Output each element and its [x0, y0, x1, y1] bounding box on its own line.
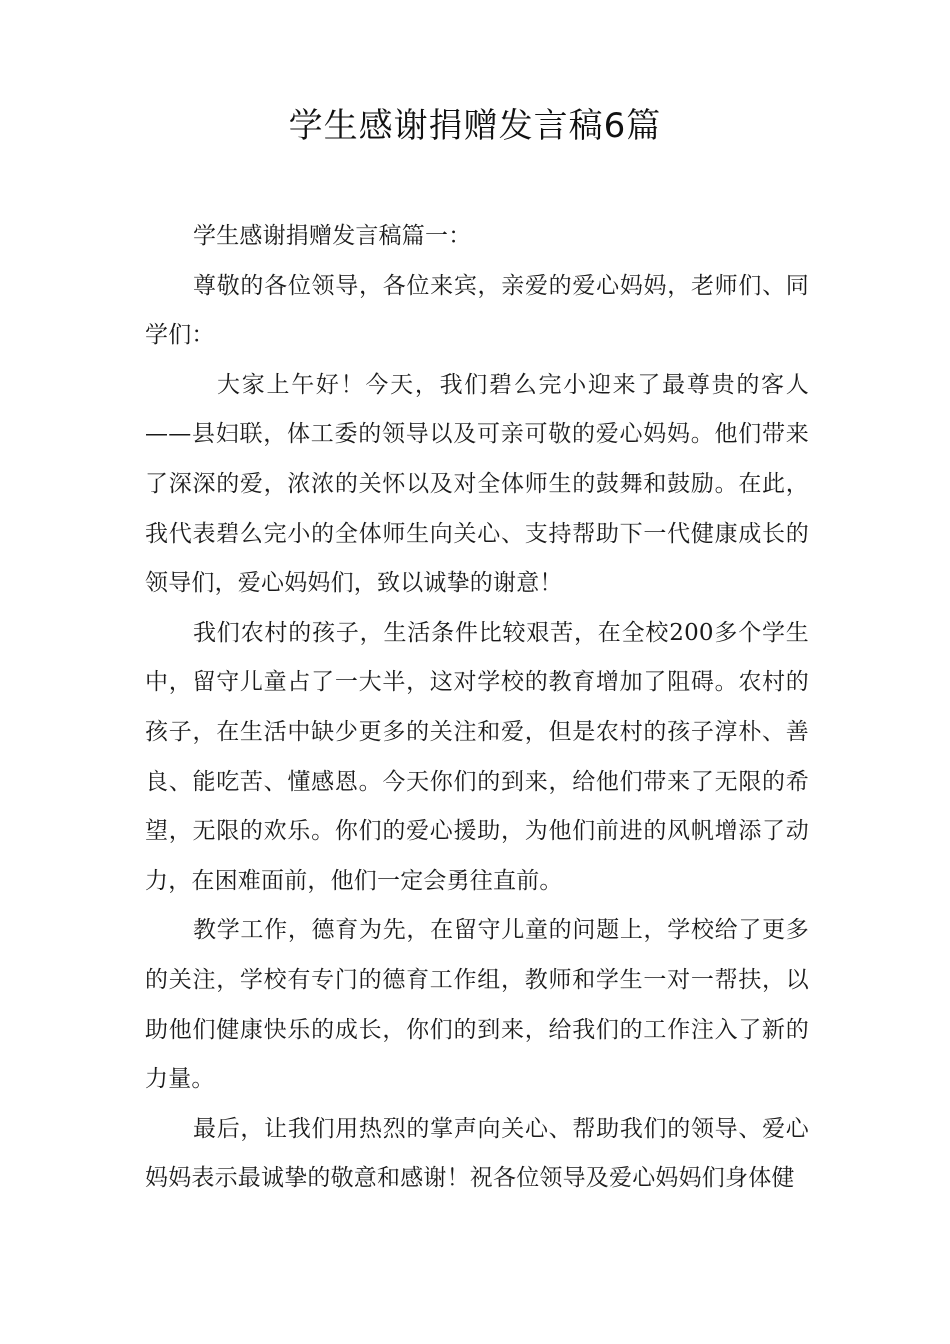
paragraph-rural-children: 我们农村的孩子，生活条件比较艰苦，在全校200多个学生中，留守儿童占了一大半，这对学校的教育增加了阻碍。农村的孩子，在生活中缺少更多的关注和爱，但是农村的孩子淳朴、善良、能吃苦、懂感恩。今天你们的到来，给他们带来了无限的希望，无限的欢乐。你们的爱心援助，为他们前进的风帆增添了动力，在困难面前，他们一定会勇往直前。 — [145, 619, 809, 894]
paragraph-closing: 最后，让我们用热烈的掌声向关心、帮助我们的领导、爱心妈妈表示最诚挚的敬意和感谢！祝各位领导及爱心妈妈们身体健 — [145, 1115, 809, 1192]
paragraph-salutation: 尊敬的各位领导，各位来宾，亲爱的爱心妈妈，老师们、同学们： — [145, 272, 809, 349]
paragraph-moral-education: 教学工作，德育为先，在留守儿童的问题上，学校给了更多的关注，学校有专门的德育工作组，教师和学生一对一帮扶，以助他们健康快乐的成长，你们的到来，给我们的工作注入了新的力量。 — [145, 917, 809, 1093]
document-body — [145, 212, 809, 1204]
document-title: 学生感谢捐赠发言稿6篇 — [288, 106, 662, 146]
paragraph-greeting: 大家上午好！今天，我们碧么完小迎来了最尊贵的客人——县妇联，体工委的领导以及可亲可敬的爱心妈妈。他们带来了深深的爱，浓浓的关怀以及对全体师生的鼓舞和鼓励。在此，我代表碧么完小的全体师生向关心、支持帮助下一代健康成长的领导们，爱心妈妈们，致以诚挚的谢意！ — [145, 371, 809, 597]
section-heading: 学生感谢捐赠发言稿篇一： — [193, 223, 472, 249]
